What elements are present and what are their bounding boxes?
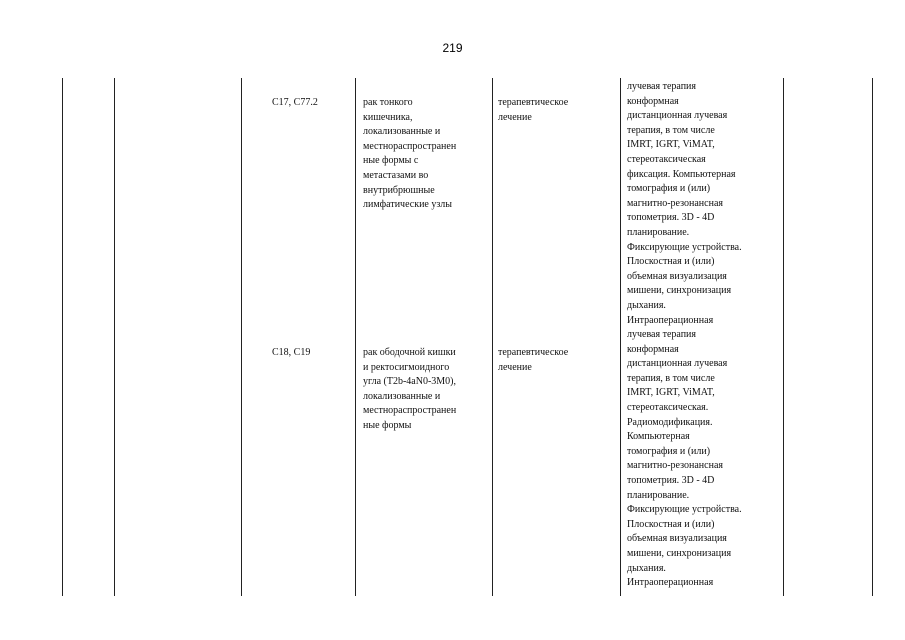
- diagnosis-cell: рак тонкого кишечника, локализованные и местнораспространен ные формы с метастазами во внутрибрюшные лимфатические узлы: [363, 97, 457, 211]
- diagnosis-code-cell: C17, C77.2: [272, 97, 318, 108]
- treatment-type-cell: терапевтическое лечение: [498, 347, 569, 373]
- diagnosis-code-cell: C18, C19: [272, 347, 311, 358]
- treatment-type-cell: терапевтическое лечение: [498, 97, 569, 123]
- column-divider: [872, 78, 873, 596]
- treatment-method-cell: лучевая терапия конформная дистанционная лучевая терапия, в том числе IMRT, IGRT, ViMAT, стереотаксическая фиксация. Компьютерная томография и (или) магнитно-резонансная топометрия. 3D - 4D планирование. Фиксирующие устройства. Плоскостная и (или) объемная визуализация мишени, синхронизация дыхания. Интраоперационная лучевая терапия конформная дистанционная лучевая терапия, в том числе IMRT, IGRT, ViMAT, стереотаксическая. Радиомодификация. Компьютерная томография и (или) магнитно-резонансная топометрия. 3D - 4D планирование. Фиксирующие устройства. Плоскостная и (или) объемная визуализация мишени, синхронизация дыхания. Интраоперационная: [627, 81, 742, 589]
- column-divider: [114, 78, 115, 596]
- diagnosis-cell: рак ободочной кишки и ректосигмоидного угла (T2b-4aN0-3M0), локализованные и местнораспространен ные формы: [363, 347, 457, 431]
- column-divider: [783, 78, 784, 596]
- column-divider: [62, 78, 63, 596]
- page-number: 219: [442, 41, 463, 55]
- column-divider: [355, 78, 356, 596]
- column-divider: [492, 78, 493, 596]
- column-divider: [241, 78, 242, 596]
- column-divider: [620, 78, 621, 596]
